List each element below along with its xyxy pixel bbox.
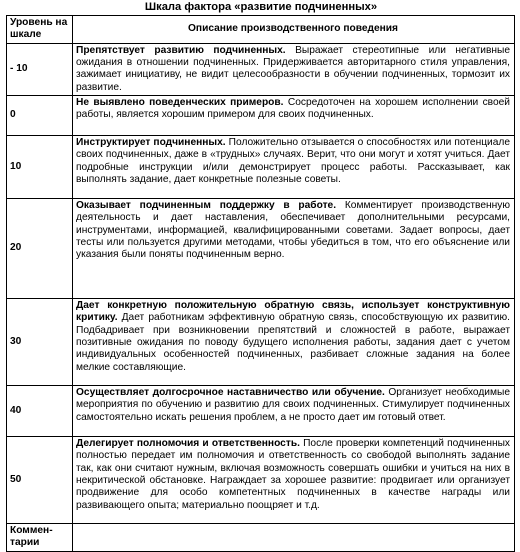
description-text: Организует необходимые мероприятия по обучению и развитию для своих подчиненных. Стимулирует подчиненных самостоятельно искать решения проблем, а не просто дает им готовый ответ. <box>76 387 510 423</box>
description-cell <box>73 136 515 199</box>
description-text: Положительно отзывается о способностях или потенциале своих подчиненных, даже в «трудных» случаях. Верит, что они могут и хотят учиться. Дает подробные инструкции и/или демонстрирует процесс работы. Рассказывает, как выполнять задание, дает конкретные полезные советы. <box>76 137 510 186</box>
table-row <box>7 437 515 524</box>
table-row <box>7 524 515 552</box>
table-row <box>7 199 515 299</box>
description-column-header: Описание производственного поведения <box>73 16 515 44</box>
behavior-scale-table <box>6 15 515 552</box>
comments-cell[interactable] <box>73 524 515 552</box>
description-text: После проверки компетенций подчиненных полностью передает им полномочия и ответственность со свободой выполнять задание так, как они считают нужным, включая возможность совершать ошибки и учиться на них в некритической обстановке. Награждает за хорошее развитие: продвигает или организует продвижение для особо компетентных подчиненных в качестве награды или развивающего опыта; материально поощряет и т.д. <box>76 438 510 511</box>
description-lead: Оказывает подчиненным поддержку в работе. <box>76 200 337 212</box>
level-cell: - 10 <box>7 43 73 95</box>
description-text: Дает работникам эффективную обратную связь, способствующую их развитию. Подбадривает при возникновении препятствий и сложностей в работе, выражает позитивные ожидания по поводу будущего исполнения работы, задания дает с учетом индивидуальных особенностей подчиненных, разбивает сложные задания на более мелкие составляющие. <box>76 312 510 373</box>
document-title: Шкала фактора «развитие подчиненных» <box>144 1 378 13</box>
description-text: Сосредоточен на хорошем исполнении своей работы, является хорошим примером для своих подчиненных. <box>76 97 511 121</box>
level-cell: 50 <box>7 437 73 524</box>
description-lead: Препятствует развитию подчиненных. <box>76 44 286 56</box>
description-lead: Инструктирует подчиненных. <box>76 137 226 149</box>
table-row <box>7 43 515 95</box>
level-cell: 40 <box>7 386 73 437</box>
table-row <box>7 96 515 136</box>
level-column-header: Уровень на шкале <box>7 16 73 44</box>
table-row <box>7 299 515 386</box>
comments-label-cell: Коммен- тарии <box>7 524 73 552</box>
level-cell: 30 <box>7 299 73 386</box>
level-cell: 10 <box>7 136 73 199</box>
description-text: Выражает стереотипные или негативные ожидания в отношении подчиненных. Придерживается авторитарного стиля управления, зажимает инициативу, не видит целесообразности в обучении подчиненных, тормозит их развитие. <box>76 44 510 93</box>
description-cell <box>73 96 515 136</box>
description-cell <box>73 199 515 299</box>
description-text: Комментирует производственную деятельность и дает наставления, обеспечивает дополнительными ресурсами, инструментами, информацией, квалифицированными советами. Задает вопросы, дает тесты или пользуется другими методами, чтобы убедиться в том, что его объяснение или указания были поняты подчиненным верно. <box>76 200 510 261</box>
table-header-row <box>7 16 515 44</box>
table-row <box>7 136 515 199</box>
description-cell <box>73 386 515 437</box>
description-lead: Дает конкретную положительную обратную связь, использует конструктивную критику. <box>76 300 510 324</box>
description-cell <box>73 437 515 524</box>
description-cell <box>73 43 515 95</box>
description-lead: Осуществляет долгосрочное наставничество или обучение. <box>76 387 385 399</box>
table-row <box>7 386 515 437</box>
description-lead: Не выявлено поведенческих примеров. <box>76 97 284 109</box>
document-page <box>0 1 520 549</box>
level-cell: 20 <box>7 199 73 299</box>
description-cell <box>73 299 515 386</box>
description-lead: Делегирует полномочия и ответственность. <box>76 438 300 450</box>
level-cell: 0 <box>7 96 73 136</box>
